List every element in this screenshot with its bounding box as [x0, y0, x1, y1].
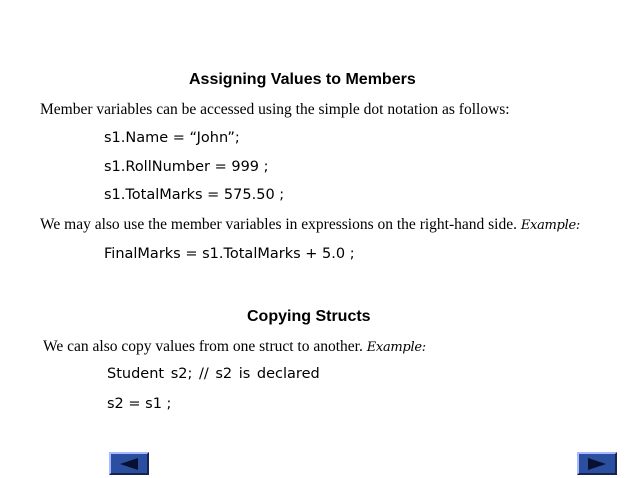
triangle-right-icon	[586, 457, 608, 471]
section-heading-copying-structs: Copying Structs	[247, 308, 371, 325]
expressions-text: We may also use the member variables in expressions on the right-hand side.	[40, 216, 517, 233]
intro-paragraph: Member variables can be accessed using the simple dot notation as follows:	[40, 101, 510, 118]
code-line-assign-s2: s2 = s1 ;	[107, 396, 172, 412]
section-heading-assigning-values: Assigning Values to Members	[189, 71, 416, 88]
previous-slide-button[interactable]	[109, 452, 149, 475]
code-line-declare-s2: Student s2; // s2 is declared	[107, 366, 320, 382]
example-label-2: Example:	[366, 340, 426, 355]
expressions-paragraph	[40, 216, 580, 234]
next-slide-button[interactable]	[577, 452, 617, 475]
copy-paragraph	[43, 338, 426, 356]
triangle-left-icon	[118, 457, 140, 471]
code-line-rollnumber: s1.RollNumber = 999 ;	[104, 159, 269, 175]
copy-text: We can also copy values from one struct to another.	[43, 338, 363, 355]
code-line-name: s1.Name = “John”;	[104, 130, 240, 146]
code-line-finalmarks: FinalMarks = s1.TotalMarks + 5.0 ;	[104, 246, 355, 262]
code-line-totalmarks: s1.TotalMarks = 575.50 ;	[104, 187, 285, 203]
example-label: Example:	[520, 218, 580, 233]
